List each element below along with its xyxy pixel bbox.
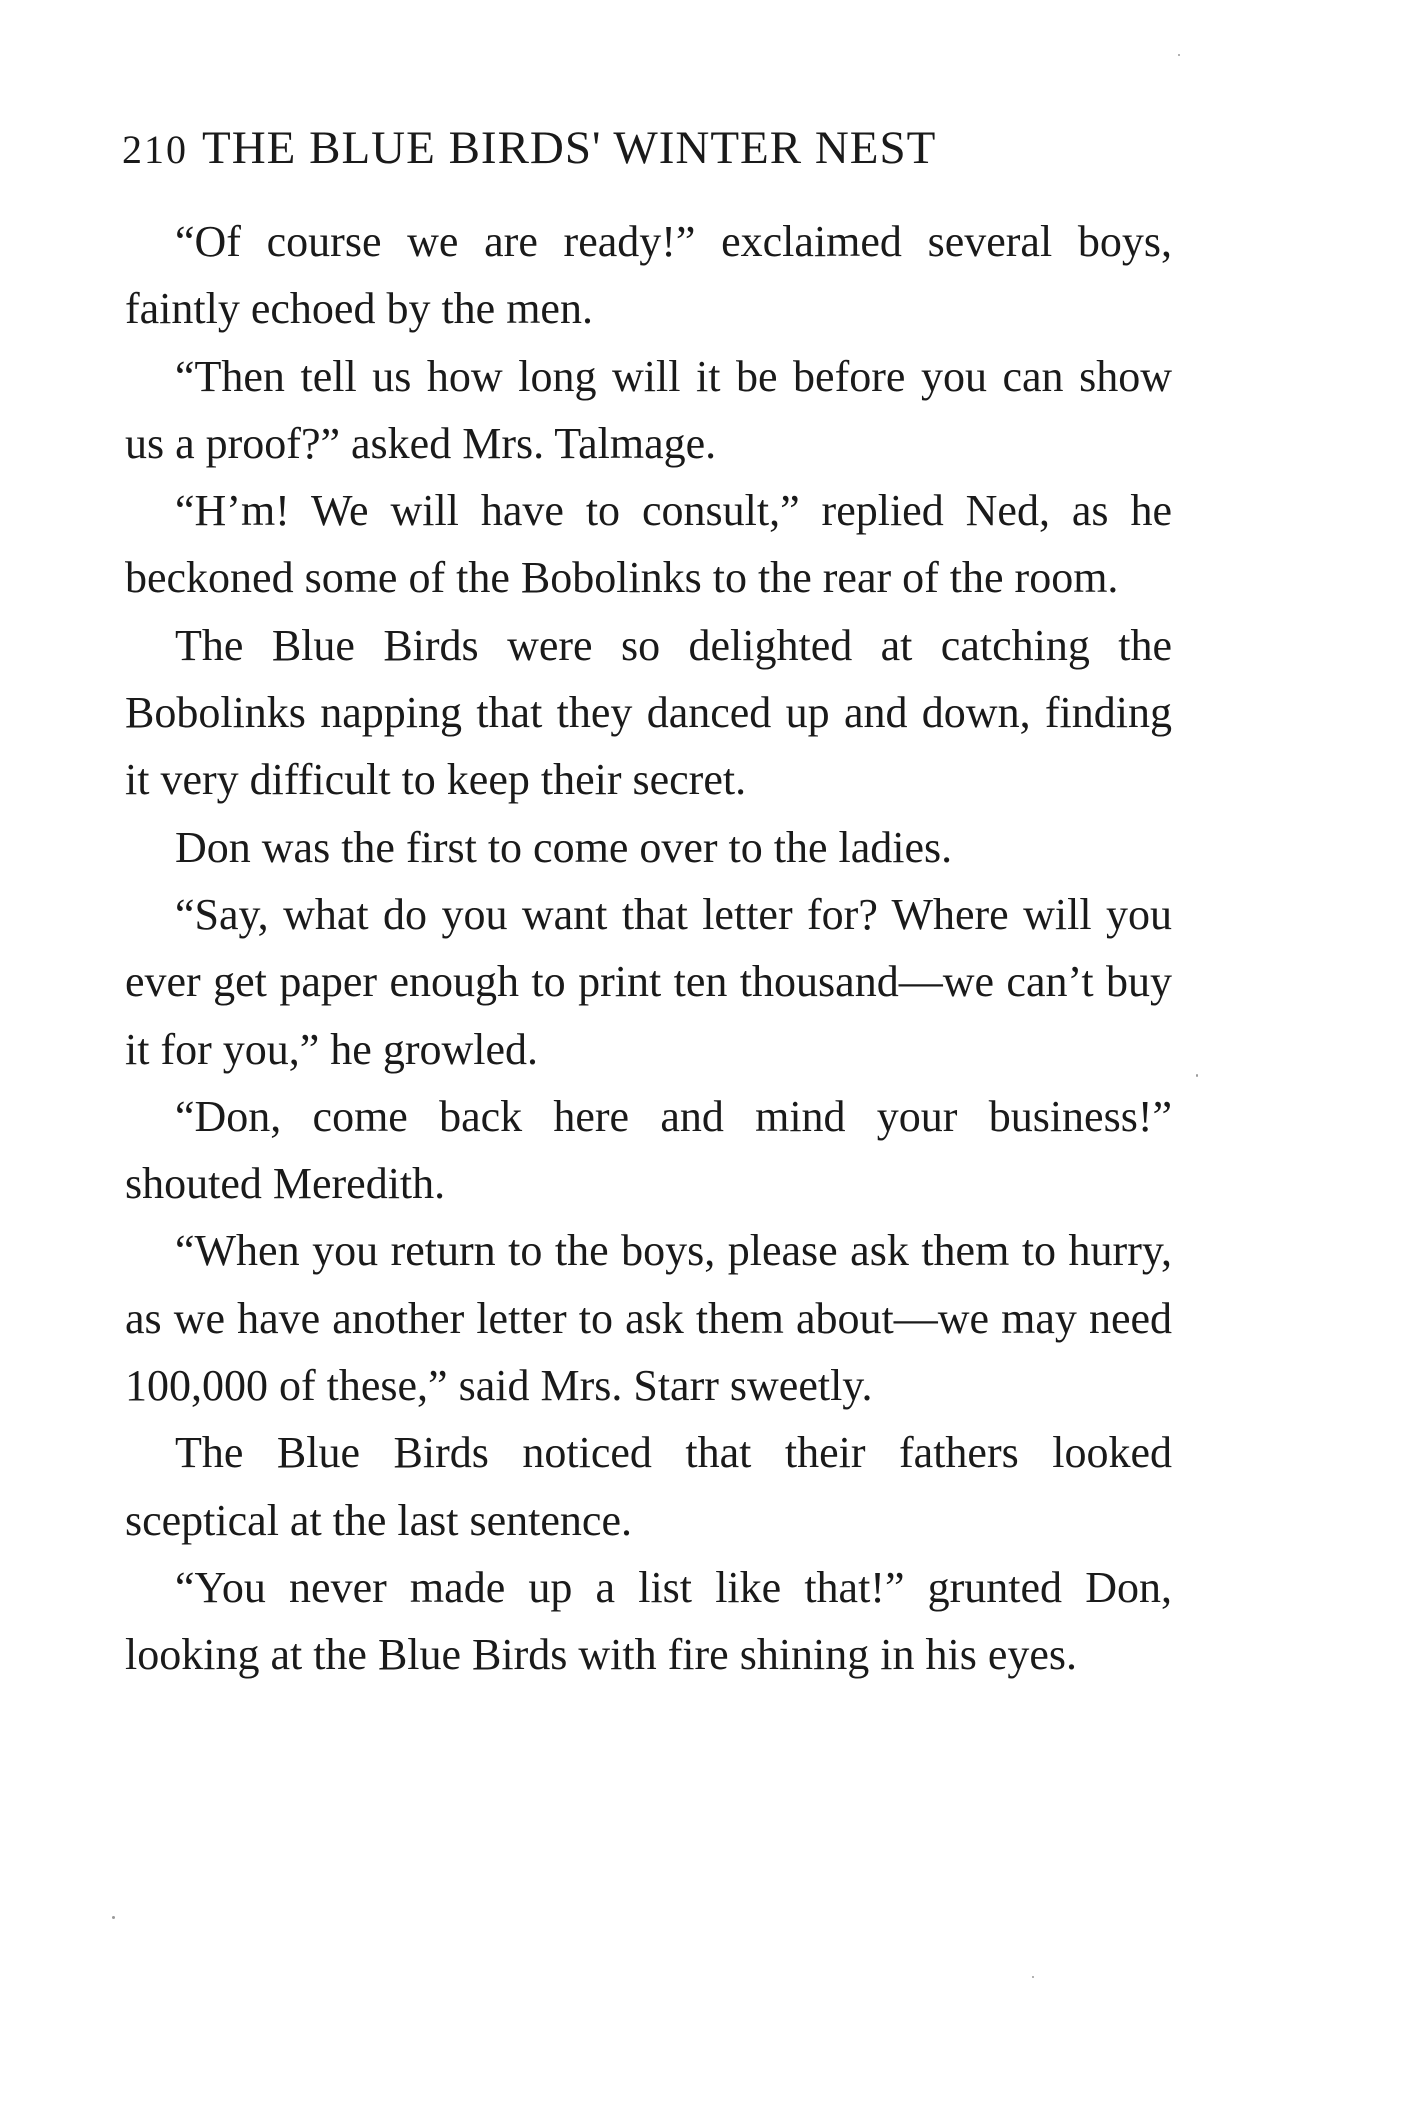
page-number: 210 xyxy=(122,127,188,172)
running-title: THE BLUE BIRDS' WINTER NEST xyxy=(202,122,937,174)
paragraph: “Don, come back here and mind your business!” shouted Meredith. xyxy=(125,1091,1172,1209)
paragraph: “When you return to the boys, please ask them to hurry, as we have another letter to ask them about—we may need 100,000 of these,” said Mrs. Starr sweetly. xyxy=(125,1226,1172,1411)
paragraph: “Say, what do you want that letter for? Where will you ever get paper enough to print ten thousand—we can’t buy it for you,” he growled. xyxy=(125,889,1172,1074)
paragraph: “Of course we are ready!” exclaimed several boys, faintly echoed by the men. xyxy=(125,217,1172,334)
paragraph: “H’m! We will have to consult,” replied Ned, as he beckoned some of the Bobolinks to the rear of the room. xyxy=(125,486,1172,603)
running-header xyxy=(122,118,1182,180)
body-text xyxy=(125,208,1172,1689)
paragraph: “You never made up a list like that!” grunted Don, looking at the Blue Birds with fire shining in his eyes. xyxy=(125,1562,1172,1680)
paragraph: Don was the first to come over to the ladies. xyxy=(175,822,953,872)
paper-speck xyxy=(112,1916,115,1919)
paper-speck xyxy=(1178,54,1180,56)
paragraph: The Blue Birds noticed that their fathers looked sceptical at the last sentence. xyxy=(125,1428,1172,1545)
paper-speck xyxy=(1196,1074,1198,1077)
paper-speck xyxy=(1032,1976,1034,1978)
paragraph: The Blue Birds were so delighted at catching the Bobolinks napping that they danced up and down, finding it very difficult to keep their secret. xyxy=(125,620,1172,805)
paragraph: “Then tell us how long will it be before you can show us a proof?” asked Mrs. Talmage. xyxy=(125,351,1172,468)
